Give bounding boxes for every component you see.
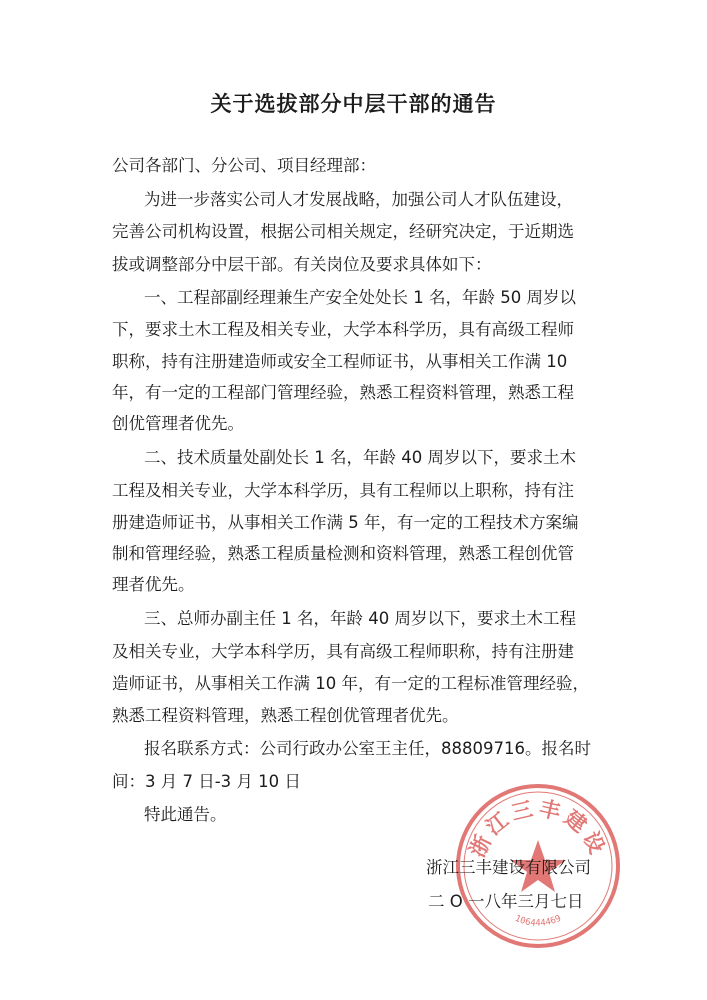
seal-number: 106444469 — [513, 913, 563, 929]
item3-line: 造师证书，从事相关工作满 10 年，有一定的工程标准管理经验， — [112, 674, 589, 693]
item3-line: 熟悉工程资料管理，熟悉工程创优管理者优先。 — [112, 706, 459, 725]
item1-line: 下，要求土木工程及相关专业，大学本科学历，具有高级工程师 — [112, 320, 574, 339]
closing-text: 特此通告。 — [144, 805, 227, 824]
item2-line: 制和管理经验，熟悉工程质量检测和资料管理，熟悉工程创优管 — [112, 544, 574, 563]
item2-line: 二、技术质量处副处长 1 名，年龄 40 周岁以下，要求土木 — [144, 448, 576, 467]
intro-line: 完善公司机构设置，根据公司相关规定，经研究决定，于近期选 — [112, 222, 574, 241]
item2-line: 理者优先。 — [112, 575, 195, 594]
signature-company: 浙江三丰建设有限公司 — [426, 858, 591, 877]
item1-line: 一、工程部副经理兼生产安全处处长 1 名，年龄 50 周岁以 — [144, 288, 576, 307]
item3-line: 及相关专业，大学本科学历，具有高级工程师职称，持有注册建 — [112, 642, 574, 661]
signature-date: 二 O 一八年三月七日 — [428, 892, 584, 911]
svg-text:106444469 — [513, 914, 563, 929]
item1-line: 创优管理者优先。 — [112, 414, 244, 433]
item1-line: 职称，持有注册建造师或安全工程师证书，从事相关工作满 10 — [112, 352, 568, 371]
contact-line: 间：3 月 7 日-3 月 10 日 — [112, 772, 301, 791]
item3-line: 三、总师办副主任 1 名，年龄 40 周岁以下，要求土木工程 — [144, 609, 576, 628]
item2-line: 册建造师证书，从事相关工作满 5 年，有一定的工程技术方案编 — [112, 513, 579, 532]
contact-line: 报名联系方式：公司行政办公室王主任，88809716。报名时 — [144, 739, 591, 758]
seal-text: 浙江三丰建设 — [465, 796, 611, 861]
intro-line: 为进一步落实公司人才发展战略，加强公司人才队伍建设， — [144, 190, 573, 209]
salutation: 公司各部门、分公司、项目经理部： — [112, 156, 376, 175]
item1-line: 年，有一定的工程部门管理经验，熟悉工程资料管理，熟悉工程 — [112, 383, 574, 402]
intro-line: 拔或调整部分中层干部。有关岗位及要求具体如下： — [112, 255, 492, 274]
document-title: 关于选拔部分中层干部的通告 — [210, 92, 497, 116]
item2-line: 工程及相关专业，大学本科学历，具有工程师以上职称，持有注 — [112, 481, 574, 500]
